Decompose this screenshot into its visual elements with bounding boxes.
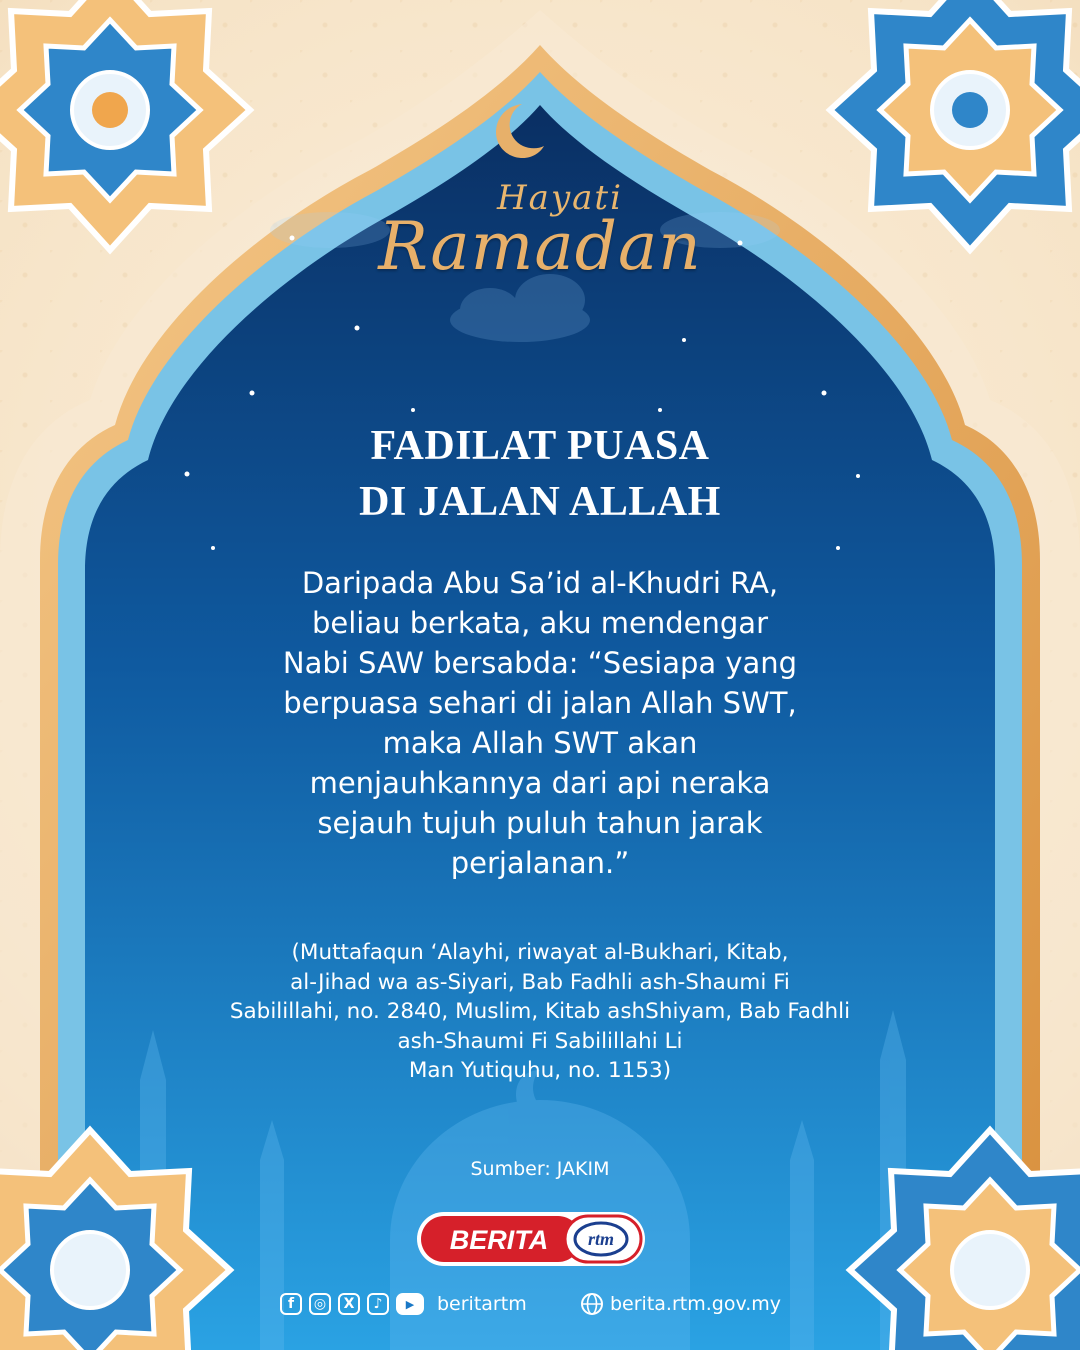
facebook-icon[interactable]: f xyxy=(280,1293,302,1315)
title-line-1: FADILAT PUASA xyxy=(370,423,710,469)
title-line-2: DI JALAN ALLAH xyxy=(359,479,721,525)
badge-sublabel: rtm xyxy=(587,1229,615,1249)
tiktok-icon[interactable]: ♪ xyxy=(367,1293,389,1315)
social-links xyxy=(280,1290,527,1318)
hadith-line: perjalanan.” xyxy=(450,846,630,880)
brand-ramadan: Ramadan xyxy=(378,208,702,285)
reference-line: Sabilillahi, no. 2840, Muslim, Kitab ashShiyam, Bab Fadhli xyxy=(229,999,851,1024)
x-icon[interactable]: X xyxy=(338,1293,360,1315)
youtube-icon[interactable]: ▶ xyxy=(396,1293,424,1315)
hadith-text xyxy=(200,563,880,883)
hadith-reference xyxy=(150,938,930,1086)
brand-hayati: Hayati xyxy=(497,178,623,218)
globe-icon xyxy=(580,1292,604,1316)
instagram-icon[interactable]: ◎ xyxy=(309,1293,331,1315)
hadith-line: beliau berkata, aku mendengar xyxy=(311,606,768,640)
reference-line: Man Yutiquhu, no. 1153) xyxy=(408,1058,672,1083)
hadith-line: berpuasa sehari di jalan Allah SWT, xyxy=(283,686,797,720)
crescent-moon-icon xyxy=(492,100,548,160)
badge-label: BERITA xyxy=(449,1225,549,1255)
ornament-bottom-right xyxy=(840,1120,1080,1350)
ornament-bottom-left xyxy=(0,1120,240,1350)
berita-rtm-logo xyxy=(415,1208,647,1270)
hadith-line: sejauh tujuh puluh tahun jarak xyxy=(317,806,763,840)
reference-line: al-Jihad wa as-Siyari, Bab Fadhli ash-Shaumi Fi xyxy=(290,969,790,995)
hadith-line: menjauhkannya dari api neraka xyxy=(309,766,771,800)
page-title xyxy=(0,418,1080,530)
hadith-line: maka Allah SWT akan xyxy=(382,726,698,760)
social-handle[interactable]: beritartm xyxy=(437,1293,527,1315)
source-credit: Sumber: JAKIM xyxy=(470,1158,610,1180)
reference-line: ash-Shaumi Fi Sabilillahi Li xyxy=(397,1028,683,1054)
website-link[interactable] xyxy=(580,1290,781,1318)
website-url[interactable]: berita.rtm.gov.my xyxy=(610,1293,782,1315)
hadith-line: Nabi SAW bersabda: “Sesiapa yang xyxy=(282,646,798,680)
reference-line: (Muttafaqun ‘Alayhi, riwayat al-Bukhari, Kitab, xyxy=(291,940,789,965)
hadith-line: Daripada Abu Sa’id al-Khudri RA, xyxy=(301,566,779,600)
